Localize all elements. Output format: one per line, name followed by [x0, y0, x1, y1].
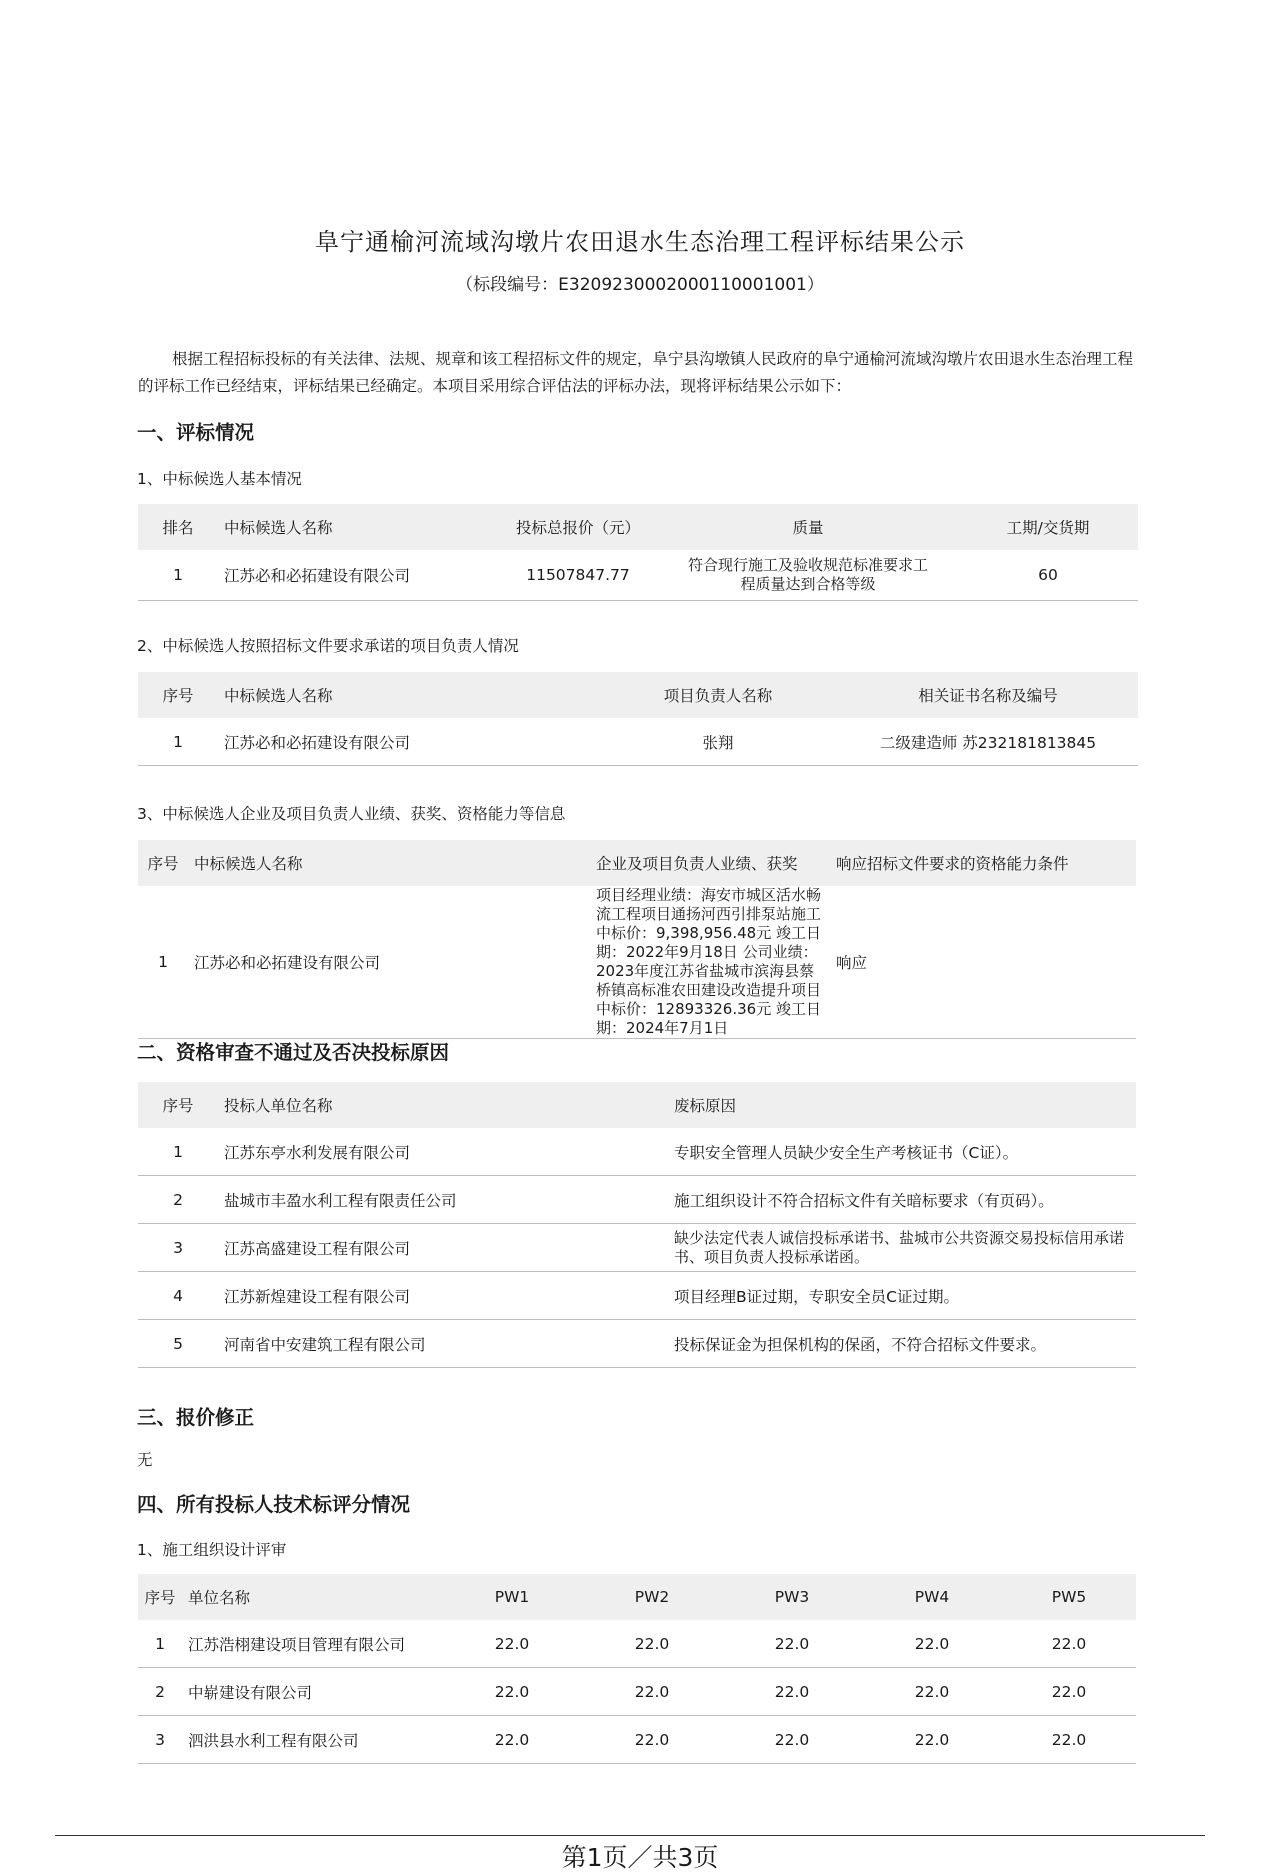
section2-heading: 二、资格审查不通过及否决投标原因	[137, 1041, 450, 1064]
table-cell: 项目经理业绩：海安市城区活水畅流工程项目通扬河西引排泵站施工 中标价：9,398,956.48元 竣工日期：2022年9月18日 公司业绩：2023年度江苏省盐城市滨海县蔡桥镇高标准农田建设改造提升项目 中标价：12893326.36元 竣工日期：2024年7月1日	[490, 886, 830, 1039]
table-cell: 江苏浩栩建设项目管理有限公司	[182, 1620, 442, 1668]
table-cell: 22.0	[722, 1620, 862, 1668]
table-row	[138, 1668, 1136, 1716]
footer-divider	[55, 1835, 1205, 1836]
table-cell: 22.0	[1002, 1620, 1136, 1668]
table-cell: 施工组织设计不符合招标文件有关暗标要求（有页码）。	[668, 1176, 1136, 1224]
performance-table	[138, 840, 1136, 1039]
table-cell: 2	[138, 1176, 218, 1224]
technical-score-table	[138, 1574, 1136, 1764]
table-row	[138, 1716, 1136, 1764]
table-cell: 22.0	[862, 1668, 1002, 1716]
table-cell: 投标保证金为担保机构的保函，不符合招标文件要求。	[668, 1320, 1136, 1368]
table-cell: 3	[138, 1224, 218, 1272]
table-cell: 22.0	[582, 1668, 722, 1716]
col-header: 序号	[138, 1082, 218, 1128]
table-cell: 22.0	[442, 1716, 582, 1764]
intro-paragraph: 根据工程招标投标的有关法律、法规、规章和该工程招标文件的规定，阜宁县沟墩镇人民政府的阜宁通榆河流域沟墩片农田退水生态治理工程的评标工作已经结束，评标结果已经确定。本项目采用综合评估法的评标办法，现将评标结果公示如下：	[138, 350, 1134, 395]
page-number: 第1页／共3页	[561, 1843, 719, 1872]
page-title: 阜宁通榆河流域沟墩片农田退水生态治理工程评标结果公示	[315, 228, 965, 256]
table-cell: 22.0	[722, 1716, 862, 1764]
col-header: PW2	[582, 1574, 722, 1620]
section1-sub2-heading: 2、中标候选人按照招标文件要求承诺的项目负责人情况	[137, 637, 519, 655]
table-cell: 22.0	[442, 1668, 582, 1716]
table-row	[138, 1320, 1136, 1368]
table-cell: 22.0	[582, 1620, 722, 1668]
table-cell: 江苏必和必拓建设有限公司	[188, 886, 490, 1039]
table-cell: 盐城市丰盈水利工程有限责任公司	[218, 1176, 668, 1224]
section4-sub1-heading: 1、施工组织设计评审	[137, 1541, 287, 1559]
disqualified-bidders-table	[138, 1082, 1136, 1368]
section4-heading: 四、所有投标人技术标评分情况	[137, 1493, 411, 1516]
col-header: 单位名称	[182, 1574, 442, 1620]
col-header: PW1	[442, 1574, 582, 1620]
table-cell: 1	[138, 550, 218, 601]
table-cell: 缺少法定代表人诚信投标承诺书、盐城市公共资源交易投标信用承诺书、项目负责人投标承诺函。	[668, 1224, 1136, 1272]
table-cell: 张翔	[598, 718, 838, 766]
table-cell: 60	[958, 550, 1138, 601]
table-cell: 1	[138, 1620, 182, 1668]
col-header: PW5	[1002, 1574, 1136, 1620]
col-header: 投标总报价（元）	[498, 504, 658, 550]
candidate-basic-table	[138, 504, 1138, 601]
table-cell: 响应	[830, 886, 1136, 1039]
table-row	[138, 1620, 1136, 1668]
table-cell: 江苏新煌建设工程有限公司	[218, 1272, 668, 1320]
section1-sub1-heading: 1、中标候选人基本情况	[137, 470, 302, 488]
table-cell: 22.0	[1002, 1716, 1136, 1764]
table-cell: 22.0	[722, 1668, 862, 1716]
table-cell: 4	[138, 1272, 218, 1320]
table-row	[138, 886, 1136, 1039]
col-header: 序号	[138, 840, 188, 886]
col-header: 工期/交货期	[958, 504, 1138, 550]
table-cell: 泗洪县水利工程有限公司	[182, 1716, 442, 1764]
col-header: 响应招标文件要求的资格能力条件	[830, 840, 1136, 886]
col-header: 项目负责人名称	[598, 672, 838, 718]
col-header: 中标候选人名称	[218, 504, 498, 550]
table-cell: 1	[138, 1128, 218, 1176]
table-cell: 中崭建设有限公司	[182, 1668, 442, 1716]
table-header-row	[138, 672, 1138, 718]
table-cell: 11507847.77	[498, 550, 658, 601]
table-header-row	[138, 504, 1138, 550]
table-cell: 河南省中安建筑工程有限公司	[218, 1320, 668, 1368]
table-cell: 22.0	[862, 1716, 1002, 1764]
bid-section-number: （标段编号：E3209230002000110001001）	[456, 275, 824, 295]
table-cell: 江苏必和必拓建设有限公司	[218, 550, 498, 601]
col-header: 排名	[138, 504, 218, 550]
price-correction-text: 无	[137, 1451, 153, 1469]
table-row	[138, 718, 1138, 766]
col-header: 质量	[658, 504, 958, 550]
col-header: 企业及项目负责人业绩、获奖	[490, 840, 830, 886]
table-cell: 符合现行施工及验收规范标准要求工程质量达到合格等级	[658, 550, 958, 601]
table-row	[138, 1176, 1136, 1224]
table-cell: 江苏东亭水利发展有限公司	[218, 1128, 668, 1176]
table-row	[138, 1272, 1136, 1320]
table-cell: 项目经理B证过期，专职安全员C证过期。	[668, 1272, 1136, 1320]
col-header: 投标人单位名称	[218, 1082, 668, 1128]
table-cell: 1	[138, 886, 188, 1039]
col-header: 序号	[138, 672, 218, 718]
table-header-row	[138, 1574, 1136, 1620]
table-header-row	[138, 840, 1136, 886]
table-cell: 二级建造师 苏232181813845	[838, 718, 1138, 766]
col-header: PW3	[722, 1574, 862, 1620]
table-cell: 江苏必和必拓建设有限公司	[218, 718, 598, 766]
col-header: 废标原因	[668, 1082, 1136, 1128]
table-cell: 专职安全管理人员缺少安全生产考核证书（C证）。	[668, 1128, 1136, 1176]
section1-sub3-heading: 3、中标候选人企业及项目负责人业绩、获奖、资格能力等信息	[137, 805, 566, 823]
col-header: 相关证书名称及编号	[838, 672, 1138, 718]
table-row	[138, 550, 1138, 601]
section3-heading: 三、报价修正	[137, 1406, 255, 1429]
table-row	[138, 1128, 1136, 1176]
table-cell: 22.0	[1002, 1668, 1136, 1716]
col-header: 中标候选人名称	[188, 840, 490, 886]
table-cell: 22.0	[862, 1620, 1002, 1668]
table-cell: 2	[138, 1668, 182, 1716]
col-header: 序号	[138, 1574, 182, 1620]
table-cell: 5	[138, 1320, 218, 1368]
section1-heading: 一、评标情况	[137, 421, 255, 444]
table-row	[138, 1224, 1136, 1272]
table-header-row	[138, 1082, 1136, 1128]
col-header: 中标候选人名称	[218, 672, 598, 718]
table-cell: 22.0	[582, 1716, 722, 1764]
table-cell: 1	[138, 718, 218, 766]
table-cell: 22.0	[442, 1620, 582, 1668]
table-cell: 3	[138, 1716, 182, 1764]
table-cell: 江苏高盛建设工程有限公司	[218, 1224, 668, 1272]
project-manager-table	[138, 672, 1138, 766]
col-header: PW4	[862, 1574, 1002, 1620]
